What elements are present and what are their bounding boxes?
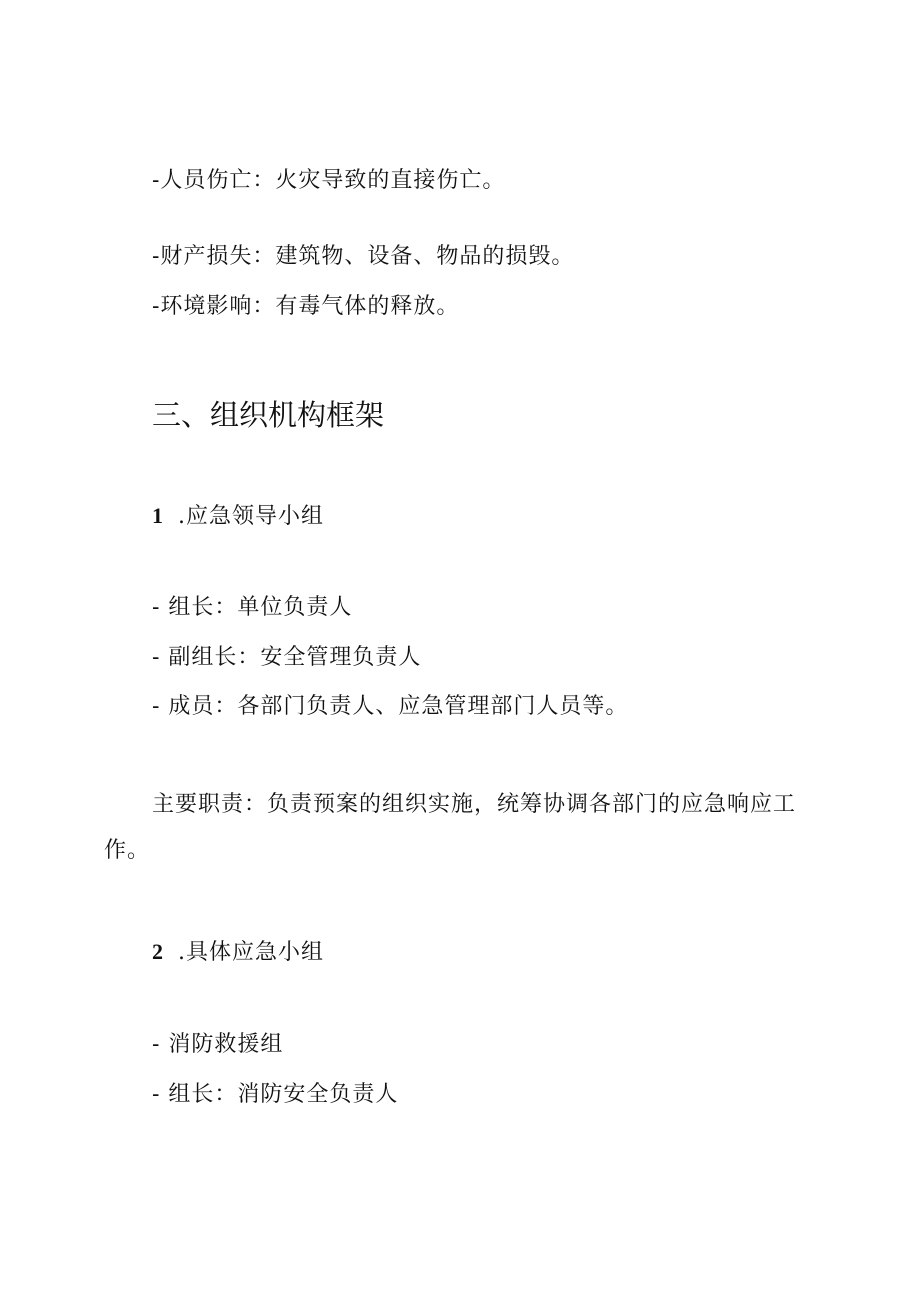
group2-number: 2 xyxy=(152,939,164,964)
group2-title: .具体应急小组 xyxy=(178,940,324,965)
group1-member-deputy: - 副组长：安全管理负责人 xyxy=(152,645,422,670)
impact-property-loss: -财产损失：建筑物、设备、物品的损毁。 xyxy=(152,244,575,269)
impact-environment: -环境影响：有毒气体的释放。 xyxy=(152,294,460,319)
group1-duty-paragraph: 主要职责：负责预案的组织实施，统筹协调各部门的应急响应工作。 xyxy=(104,792,797,863)
group1-title: .应急领导小组 xyxy=(178,504,324,529)
group2-item-leader: - 组长：消防安全负责人 xyxy=(152,1082,399,1107)
group1-member-leader: - 组长：单位负责人 xyxy=(152,595,353,620)
group2-item-fire-rescue: - 消防救援组 xyxy=(152,1032,284,1057)
group1-number: 1 xyxy=(152,503,164,528)
group1-member-members: - 成员：各部门负责人、应急管理部门人员等。 xyxy=(152,694,629,719)
impact-casualties: -人员伤亡：火灾导致的直接伤亡。 xyxy=(152,168,506,193)
group2-heading xyxy=(152,937,324,968)
group1-heading xyxy=(152,501,324,532)
section-heading: 三、组织机构框架 xyxy=(152,398,385,432)
